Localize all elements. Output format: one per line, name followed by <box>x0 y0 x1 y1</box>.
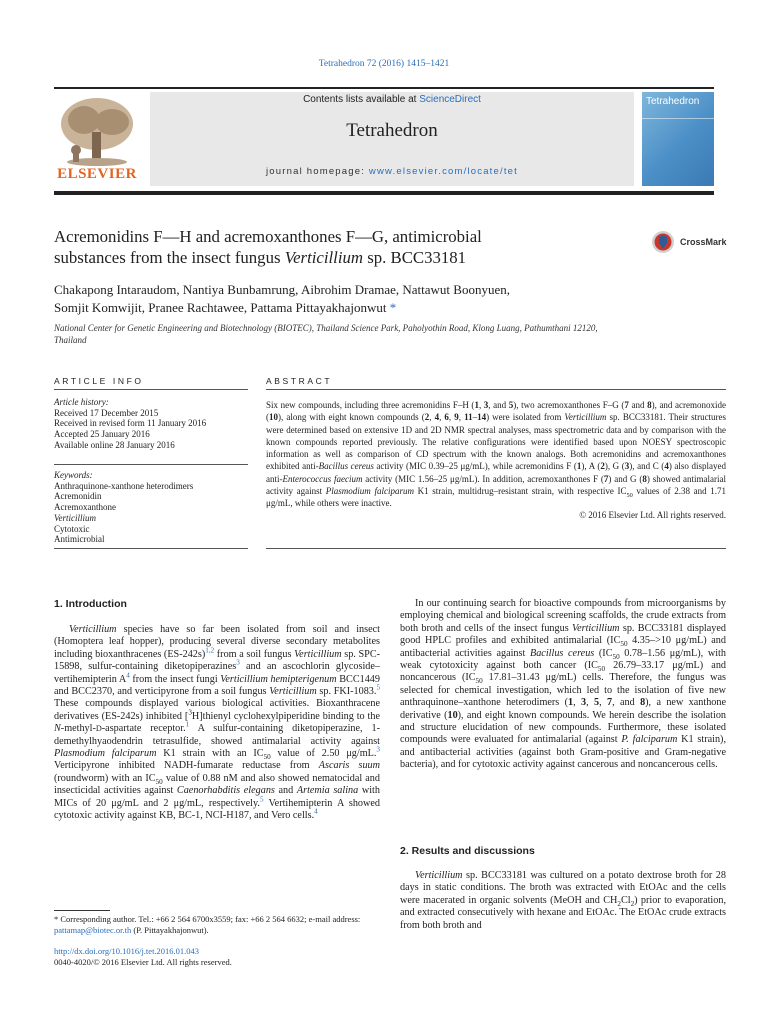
publisher-logo-text[interactable]: ELSEVIER <box>57 166 137 182</box>
article-info-heading: ARTICLE INFO <box>54 376 144 386</box>
results-text: Verticillium sp. BCC33181 was cultured on a potato dextrose broth for 28 days in static conditions. The broth was extracted with EtOAc and the cells were macerated in organic solvents (MeOH and $CH_2Cl_2$) prior to evaporation, and extracted consecutively with hexane and EtOAc. The EtOAc crude extracts from both broth and <box>400 870 726 931</box>
article-history <box>54 397 248 451</box>
introduction-text: Verticillium species have so far been isolated from soil and insect (Homoptera leaf hopper), producing several diverse secondary metabolites including bioxanthracenes $(ES-242s)^{1,2}$ from a soil fungus Verticillium sp. SPC-15898, sulfur-containing diketopiperazines$^3$ and an ascochlorin glycoside–vertihemipterin $A^4$ from the insect fungi Verticillium hemipterigenum BCC1449 and BCC2370, and verticipyrone from a soil fungus Verticillium sp. FKI-1083.$^5$ These compounds displayed various biological activities. Bioxanthracene derivatives (ES-242s) inhibited [$^3$H]thienyl cyclohexylpiperidine binding to the N-methyl-D-aspartate receptor.$^1$ A sulfur-containing diketopiperazine, 1-demethylhyaodendrin tetrasulfide, showed antimalarial activity against Plasmodium falciparum K1 strain with an $IC_{50}$ value of 2.50 μg/mL.$^3$ Verticipyrone inhibited NADH-fumarate reductase from Ascaris suum (roundworm) with an $IC_{50}$ value of 0.88 nM and also showed nematocidal and insecticidal activities against Caenorhabditis elegans and Artemia salina with MICs of 20 μg/mL and 2 μg/mL, respectively.$^5$ Vertihemipterin A showed cytotoxic activity against KB, BC-1, NCI-H187, and Vero cells.$^4$ <box>54 624 381 822</box>
history-item: Received in revised form 11 January 2016 <box>54 418 207 429</box>
corresponding-author-mark[interactable]: * <box>386 300 397 315</box>
keyword-item: Verticillium <box>54 512 96 523</box>
crossmark-label[interactable]: CrossMark <box>680 237 727 247</box>
article-title: Acremonidins F—H and acremoxanthones F—G, antimicrobial substances from the insect fungus Verticillium sp. BCC33181 <box>54 227 482 267</box>
keyword-item: Cytotoxic <box>54 523 90 534</box>
keywords <box>54 470 248 545</box>
article-identifiers <box>54 946 232 968</box>
homepage-link[interactable]: www.elsevier.com/locate/tet <box>368 166 519 177</box>
corresponding-author-footnote: * Corresponding author. Tel.: +66 2 564 6700x3559; fax: +66 2 564 6632; e-mail address: pattamap@biotec.or.th (P. Pittayakhajonwut). <box>54 914 361 935</box>
history-item: Available online 28 January 2016 <box>54 439 175 450</box>
cover-title: Tetrahedron <box>646 96 700 107</box>
info-divider <box>54 548 248 549</box>
history-label: Article history: <box>54 397 109 407</box>
author-email-link[interactable]: pattamap@biotec.or.th <box>54 925 132 935</box>
history-item: Received 17 December 2015 <box>54 407 159 418</box>
keywords-label: Keywords: <box>54 470 93 480</box>
abstract-text: Six new compounds, including three acremonidins F–H (1, 3, and 5), two acremoxanthones F–G (7 and 8), and acremonoxide (10), along with eight known compounds (2, 4, 6, 9, 11–14) were isolated from Verticillium sp. BCC33181. Their structures were determined based on extensive 1D and 2D NMR spectral analyses, mass spectrometric data and by comparison with the known compounds reported previously. The relative configurations were identified based upon NOESY spectroscopic information as well as comparison of CD spectrum with the known analogs. Both acremonidins and acremoxanthones exhibited anti-Bacillus cereus activity (MIC 0.39–25 μg/mL), while acremonidins F (1), A (2), G (3), and C (4) also displayed anti-Enterococcus faecium activity (MIC 1.56–25 μg/mL). In addition, acremoxanthones F (7) and G (8) showed antimalarial activity against Plasmodium falciparum K1 strain, multidrug–resistant strain, with respective $IC_{50}$ values of 2.38 and 1.71 μg/mL, while others were inactive. © 2016 Elsevier Ltd. All rights reserved. <box>266 400 727 521</box>
keyword-item: Anthraquinone-xanthone heterodimers <box>54 480 194 491</box>
section-heading-introduction: 1. Introduction <box>54 598 127 610</box>
cover-divider <box>642 118 714 119</box>
info-divider <box>54 464 248 465</box>
abstract-heading: ABSTRACT <box>266 376 333 386</box>
journal-citation[interactable]: Tetrahedron 72 (2016) 1415–1421 <box>318 59 450 69</box>
introduction-text-continued: In our continuing search for bioactive compounds from microorganisms by employing chemical and biological screening scaffolds, the crude extracts from both broth and cells of the insect fungus Verticillium sp. BCC33181 displayed good HPLC profiles and exhibited antimalarial ($IC_{50}$ 4.35–>10 μg/mL) and antibacterial activities against Bacillus cereus ($IC_{50}$ 0.78–1.56 μg/mL), with weak cytotoxicity against both cancer ($IC_{50}$ 26.79–33.17 μg/mL) and noncancerous ($IC_{50}$ 17.81–31.43 μg/mL) cells. Therefore, the fungus was selected for chemical investigation, which led to the isolation of five new anthraquinone–xanthone heterodimers (1, 3, 5, 7, and 8), a new xanthone derivative (10), and eight known compounds. We herein describe the isolation and structure elucidation of new compounds. Furthermore, these isolated compounds were evaluated for antimalarial (against P. falciparum K1 strain), and antibacterial activities (against both Gram-positive and Gram-negative bacteria), and for cytotoxic activity against cancerous and noncancerous cells. <box>400 598 727 771</box>
issn-line: 0040-4020/© 2016 Elsevier Ltd. All rights reserved. <box>54 957 232 967</box>
footnote-rule <box>54 910 110 911</box>
sciencedirect-link[interactable]: ScienceDirect <box>419 94 481 105</box>
header-rule-top <box>54 87 714 89</box>
affiliation: National Center for Genetic Engineering and Biotechnology (BIOTEC), Thailand Science Park, Paholyothin Road, Klong Luang, Pathumthani 12120, Thailand <box>54 323 598 345</box>
contents-line: Contents lists available at ScienceDirect <box>303 94 481 105</box>
section-heading-results: 2. Results and discussions <box>400 845 535 857</box>
doi-link[interactable]: http://dx.doi.org/10.1016/j.tet.2016.01.043 <box>54 946 200 956</box>
journal-title: Tetrahedron <box>346 120 438 141</box>
crossmark-icon[interactable] <box>651 230 675 254</box>
abstract-divider <box>266 548 726 549</box>
keyword-item: Antimicrobial <box>54 534 105 545</box>
abstract-copyright: © 2016 Elsevier Ltd. All rights reserved. <box>579 510 726 521</box>
abstract-divider <box>266 389 726 390</box>
author-list: Chakapong Intaraudom, Nantiya Bunbamrung, Aibrohim Dramae, Nattawut Boonyuen, Somjit Komwijit, Pranee Rachtawee, Pattama Pittayakhajonwut * <box>54 282 510 315</box>
journal-homepage: journal homepage: www.elsevier.com/locate/tet <box>265 166 519 177</box>
history-item: Accepted 25 January 2016 <box>54 429 150 440</box>
keyword-item: Acremoxanthone <box>54 502 116 513</box>
header-rule-bottom <box>54 191 714 195</box>
info-divider <box>54 389 248 390</box>
keyword-item: Acremonidin <box>54 491 102 502</box>
